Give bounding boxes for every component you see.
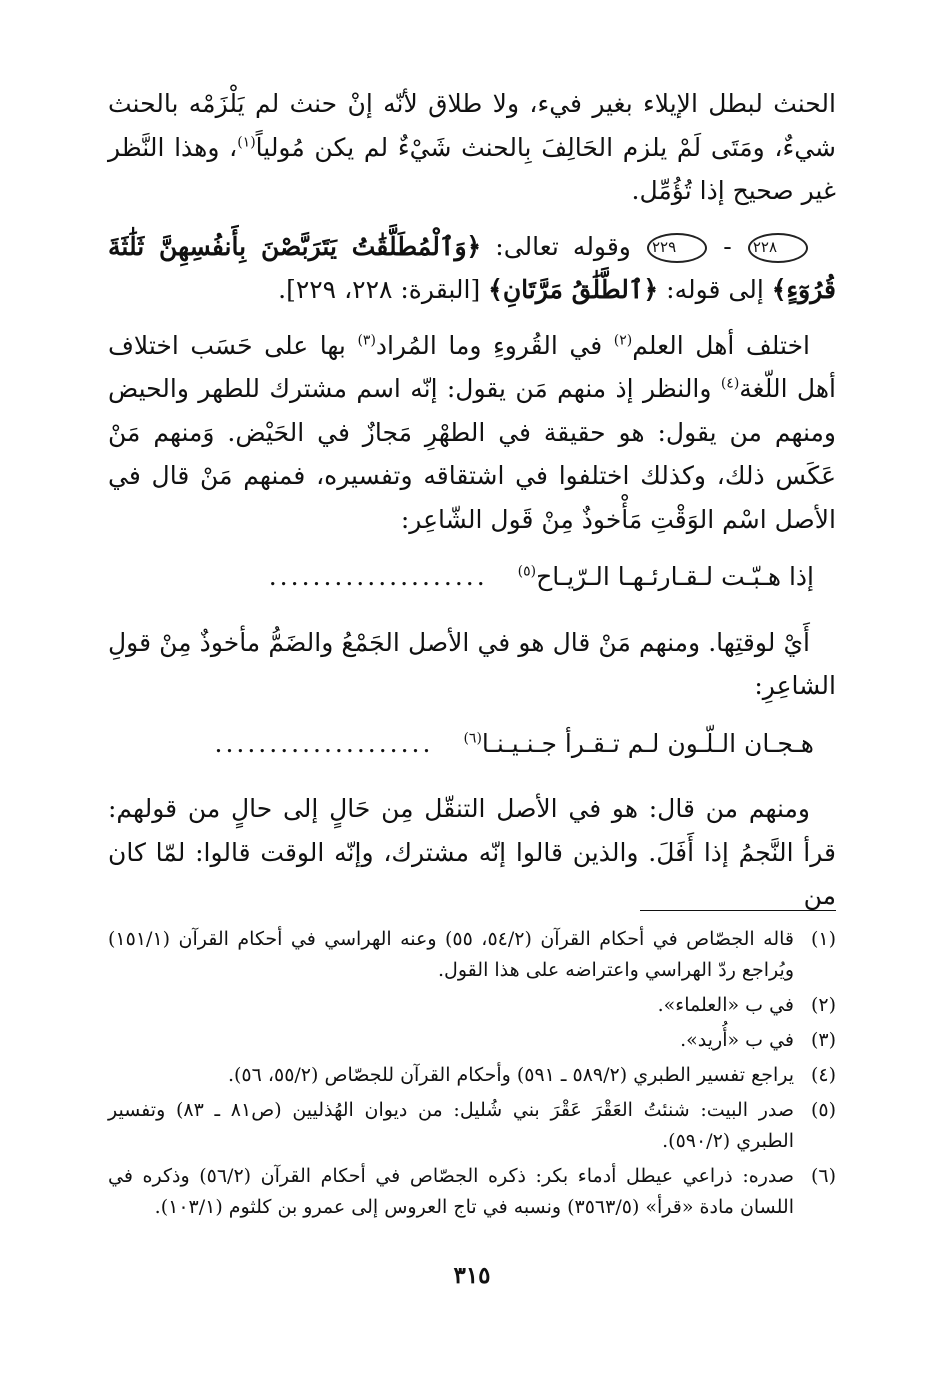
footnote-5: (٥) صدر البيت: شنئتُ العَقْرَ عَقْرَ بني شُليل: من ديوان الهُذليين (ص٨١ ـ ٨٣) وتفسير الطبري (٥٩٠/٢).: [108, 1099, 836, 1152]
poem-line-1: [108, 555, 836, 599]
footnotes: [108, 924, 836, 1227]
footnote-ref-6[interactable]: (٦): [463, 730, 482, 747]
paragraph-2: اختلف أهل العلم$^{(٢)}$ في القُروءِ وما المُراد$^{(٣)}$ بها على حَسَب اختلاف أهل اللّغة$^{(٤)}$ والنظر إذ منهم مَن يقول: إنّه اسم مشترك للطهر والحيض ومنهم من يقول: هو حقيقة في الطهْرِ مَجازٌ في الحَيْض. وَمنهم مَنْ عَكَس ذلك، وكذلك اختلفوا في اشتقاقه وتفسيره، فمنهم مَنْ قال في الأصل اسْم الوَقْتِ مَأْخوذٌ مِنْ قَول الشّاعِر:: [108, 330, 836, 534]
page-number: ٣١٥: [453, 1262, 491, 1289]
quran-quote-1: ﴿وَٱلْمُطَلَّقَٰتُ يَتَرَبَّصْنَ بِأَنفُسِهِنَّ ثَلَٰثَةَ قُرُوٓءٍ﴾: [108, 231, 836, 304]
footnote-1: (١) قاله الجصّاص في أحكام القرآن (٥٤/٢، ٥٥) وعنه الهراسي في أحكام القرآن (١٥١/١) ويُراجع ردّ الهراسي واعتراضه على هذا القول.: [108, 928, 836, 981]
quran-quote-2: ﴿ٱلطَّلَٰقُ مَرَّتَانِ﴾: [488, 275, 659, 304]
verse-number-228: ٢٢٨: [748, 233, 808, 263]
poem-line-2: [108, 722, 836, 766]
verse-paragraph: ٢٢٨ - ٢٢٩ وقوله تعالى: ﴿وَٱلْمُطَلَّقَٰتُ يَتَرَبَّصْنَ بِأَنفُسِهِنَّ ثَلَٰثَةَ قُرُوٓءٍ﴾ إلى قوله: ﴿ٱلطَّلَٰقُ مَرَّتَانِ﴾ [البقرة: ٢٢٨، ٢٢٩].: [108, 231, 836, 304]
footnote-2: (٢) في ب «العلماء».: [657, 994, 836, 1016]
footnote-ref-4[interactable]: (٤): [720, 375, 740, 392]
poem-hemistich-2: هـجـان الـلّـون لـم تـقـرأ جـنـيـنـا$^{(٦)}$: [463, 728, 814, 758]
footnote-4: (٤) يراجع تفسير الطبري (٥٨٩/٢ ـ ٥٩١) وأحكام القرآن للجصّاص (٥٥/٢، ٥٦).: [227, 1064, 836, 1086]
poem-dots-1: ....................: [268, 562, 488, 591]
main-text: [108, 82, 836, 930]
paragraph-3: أَيْ لوقتِها. ومنهم مَنْ قال هو في الأصل الجَمْعُ والضَمُّ مأخوذٌ مِنْ قولِ الشاعِرِ:: [108, 627, 836, 700]
footnote-6: (٦) صدره: ذراعي عيطل أدماء بكر: ذكره الجصّاص في أحكام القرآن (٥٦/٢) وذكره في اللسان مادة «قرأ» (٣٥٦٣/٥) ونسبه في تاج العروس إلى عمرو بن كلثوم (١٠٣/١).: [108, 1165, 836, 1218]
footnote-ref-2[interactable]: (٢): [613, 332, 633, 349]
paragraph-4: ومنهم من قال: هو في الأصل التنقّل مِن حَالٍ إلى حالٍ من قولهم: قرأ النَّجمُ إذا أَفَلَ. والذين قالوا إنّه مشترك، وإنّه الوقت قالوا: لمّا كان من: [108, 794, 836, 910]
footnote-divider: [640, 910, 836, 911]
footnote-ref-3[interactable]: (٣): [357, 332, 376, 349]
paragraph-1: الحنث لبطل الإيلاء بغير فيء، ولا طلاق لأنّه إنْ حنث لم يَلْزَمْه بالحنث شيءٌ، ومَتَى لَمْ يلزم الحَالِفَ بِالحنث شَيْءٌ لم يكن مُولياً$^{(١)}$، وهذا النَّظر غير صحيح إذا تُؤُمِّل.: [108, 89, 836, 205]
poem-hemistich-1: إذا هـبّـت لـقـارئـهـا الـرّيـاح$^{(٥)}$: [517, 562, 814, 591]
footnote-3: (٣) في ب «أُريد».: [680, 1029, 836, 1051]
verse-reference: [البقرة: ٢٢٨، ٢٢٩].: [278, 275, 481, 304]
verse-number-229: ٢٢٩: [647, 233, 707, 263]
poem-dots-2: ....................: [214, 728, 434, 758]
footnote-ref-1[interactable]: (١): [237, 134, 256, 151]
footnote-ref-5[interactable]: (٥): [517, 563, 537, 580]
